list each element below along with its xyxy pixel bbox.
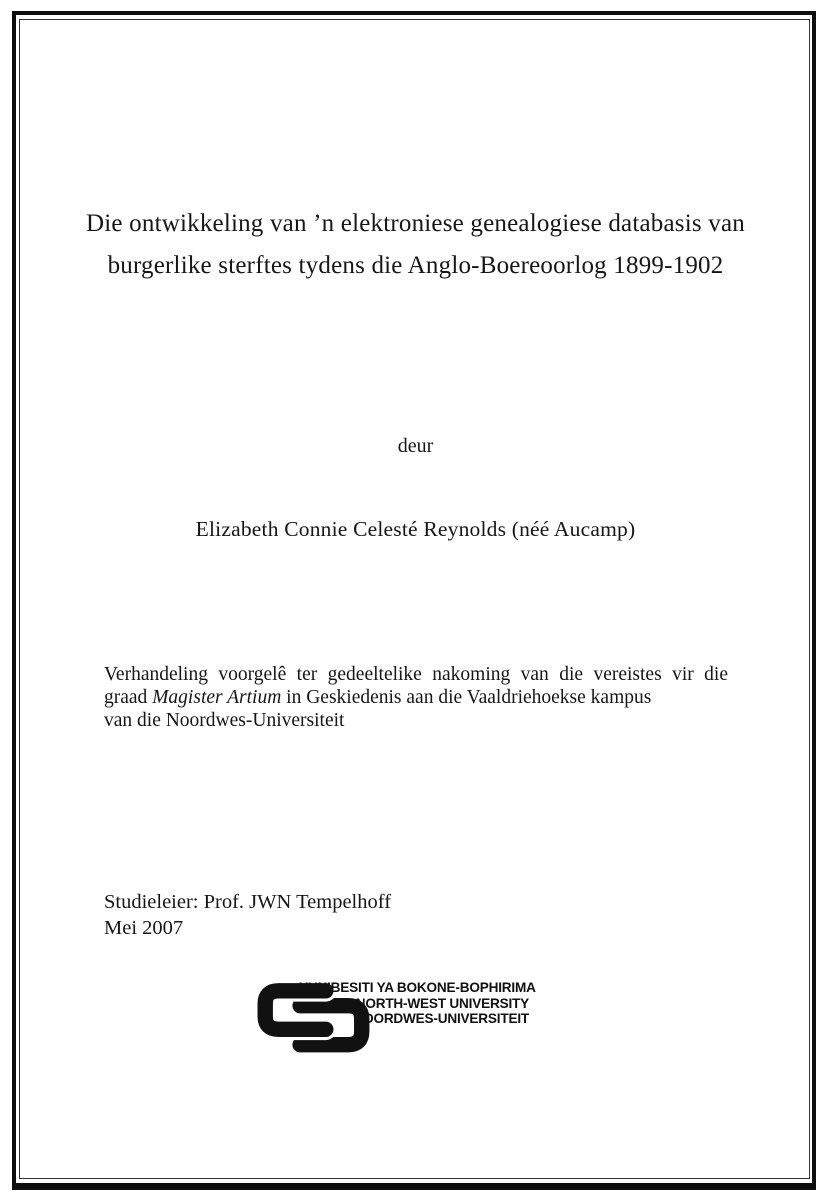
nwu-logo-wordmark (299, 980, 536, 1027)
degree-statement-line-3: van die Noordwes-Universiteit (104, 709, 345, 731)
nwu-logo-line-setswana: YUNIBESITI YA BOKONE-BOPHIRIMA (299, 980, 536, 995)
thesis-title-line-1: Die ontwikkeling van ’n elektroniese genealogiese databasis van (86, 210, 745, 237)
degree-statement-line-2 (104, 687, 728, 710)
degree-name-italic: Magister Artium (152, 686, 282, 708)
degree-statement (104, 664, 728, 732)
date-line: Mei 2007 (104, 917, 184, 939)
north-west-university-logo (257, 977, 587, 1057)
degree-statement-line-2-prefix: graad (104, 686, 153, 708)
author-name: Elizabeth Connie Celesté Reynolds (néé Aucamp) (195, 517, 636, 541)
byline-label: deur (397, 435, 434, 457)
nwu-logo-line-english: NORTH-WEST UNIVERSITY (355, 995, 529, 1011)
degree-statement-line-2-suffix: in Geskiedenis aan die Vaaldriehoekse kampus (281, 686, 652, 708)
thesis-title (0, 203, 831, 287)
degree-statement-line-1: Verhandeling voorgelê ter gedeeltelike nakoming van die vereistes vir die (104, 664, 728, 685)
supervisor-block (104, 889, 391, 941)
supervisor-line: Studieleier: Prof. JWN Tempelhoff (104, 891, 392, 913)
nwu-logo-line-afrikaans: NOORDWES-UNIVERSITEIT (353, 1011, 529, 1027)
thesis-title-line-2: burgerlike sterftes tydens die Anglo-Boereoorlog 1899-1902 (107, 252, 724, 279)
